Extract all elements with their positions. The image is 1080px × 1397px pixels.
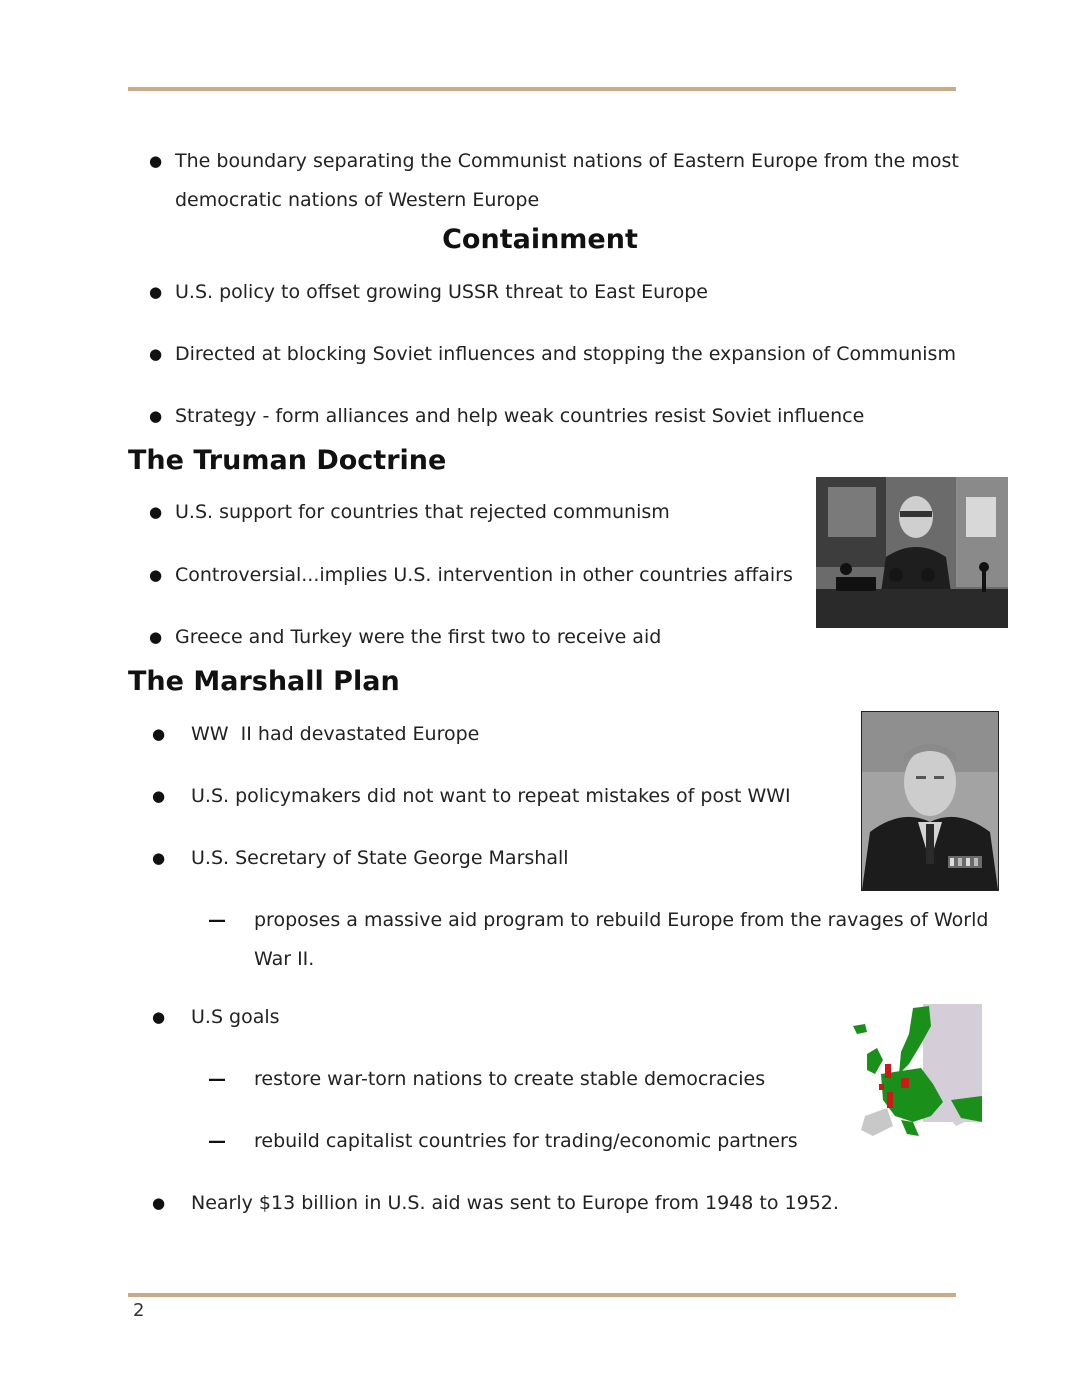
goals-label: U.S goals <box>191 1006 280 1028</box>
bullet-icon: ● <box>152 1008 166 1026</box>
goal-item <box>208 1060 766 1099</box>
marshall-plan-heading: The Marshall Plan <box>128 666 400 697</box>
definition-line-1: The boundary separating the Communist nations of Eastern Europe from the most <box>175 150 959 172</box>
bullet-icon: ● <box>152 787 166 805</box>
truman-bullet <box>149 493 670 532</box>
containment-bullet <box>149 335 956 374</box>
bullet-text: U.S. Secretary of State George Marshall <box>191 847 569 869</box>
marshall-sub-continuation <box>254 940 314 979</box>
bullet-text: U.S. support for countries that rejected communism <box>175 501 670 523</box>
containment-bullet <box>149 397 865 436</box>
aid-total-text: Nearly $13 billion in U.S. aid was sent to Europe from 1948 to 1952. <box>191 1192 839 1214</box>
sub-bullet-text: War II. <box>254 948 315 970</box>
bullet-text: Controversial...implies U.S. intervention in other countries affairs <box>175 564 793 586</box>
bullet-text: U.S. policy to offset growing USSR threat to East Europe <box>175 281 708 303</box>
bullet-icon: ● <box>149 503 163 521</box>
bullet-text: Strategy - form alliances and help weak countries resist Soviet influence <box>175 405 865 427</box>
bullet-text: Directed at blocking Soviet influences and stopping the expansion of Communism <box>175 343 956 365</box>
marshall-bullet <box>152 777 791 816</box>
goal-text: rebuild capitalist countries for trading/economic partners <box>254 1130 798 1152</box>
aid-bullet <box>152 1184 839 1223</box>
marshall-bullet <box>152 839 569 878</box>
truman-doctrine-heading: The Truman Doctrine <box>128 445 447 476</box>
marshall-photo-image <box>862 712 998 890</box>
truman-photo-image <box>816 477 1008 628</box>
goal-item <box>208 1122 798 1161</box>
bullet-icon: ● <box>152 849 166 867</box>
bullet-icon: ● <box>149 152 163 170</box>
iron-curtain-definition <box>149 142 959 181</box>
bullet-text: Greece and Turkey were the first two to receive aid <box>175 626 662 648</box>
bullet-icon: ● <box>149 566 163 584</box>
top-rule <box>128 87 956 91</box>
dash-icon: — <box>208 910 226 931</box>
bullet-icon: ● <box>152 1194 166 1212</box>
bottom-rule <box>128 1293 956 1297</box>
page-number: 2 <box>133 1300 145 1321</box>
containment-heading: Containment <box>442 224 638 255</box>
containment-bullet <box>149 273 708 312</box>
europe-map-image <box>851 1004 982 1136</box>
truman-bullet <box>149 618 662 657</box>
bullet-text: WW II had devastated Europe <box>191 723 480 745</box>
bullet-icon: ● <box>152 725 166 743</box>
bullet-icon: ● <box>149 628 163 646</box>
bullet-icon: ● <box>149 283 163 301</box>
truman-photo <box>816 477 1008 628</box>
goals-bullet <box>152 998 280 1037</box>
sub-bullet-text: proposes a massive aid program to rebuild Europe from the ravages of World <box>254 909 989 931</box>
definition-line-2: democratic nations of Western Europe <box>175 189 540 211</box>
definition-continuation <box>175 181 539 220</box>
marshall-sub-bullet <box>208 901 989 940</box>
goal-text: restore war-torn nations to create stable democracies <box>254 1068 766 1090</box>
marshall-bullet <box>152 715 480 754</box>
dash-icon: — <box>208 1131 226 1152</box>
truman-bullet <box>149 556 793 595</box>
europe-aid-map <box>851 1004 982 1136</box>
bullet-icon: ● <box>149 345 163 363</box>
dash-icon: — <box>208 1069 226 1090</box>
bullet-icon: ● <box>149 407 163 425</box>
bullet-text: U.S. policymakers did not want to repeat mistakes of post WWI <box>191 785 791 807</box>
marshall-photo <box>861 711 999 891</box>
